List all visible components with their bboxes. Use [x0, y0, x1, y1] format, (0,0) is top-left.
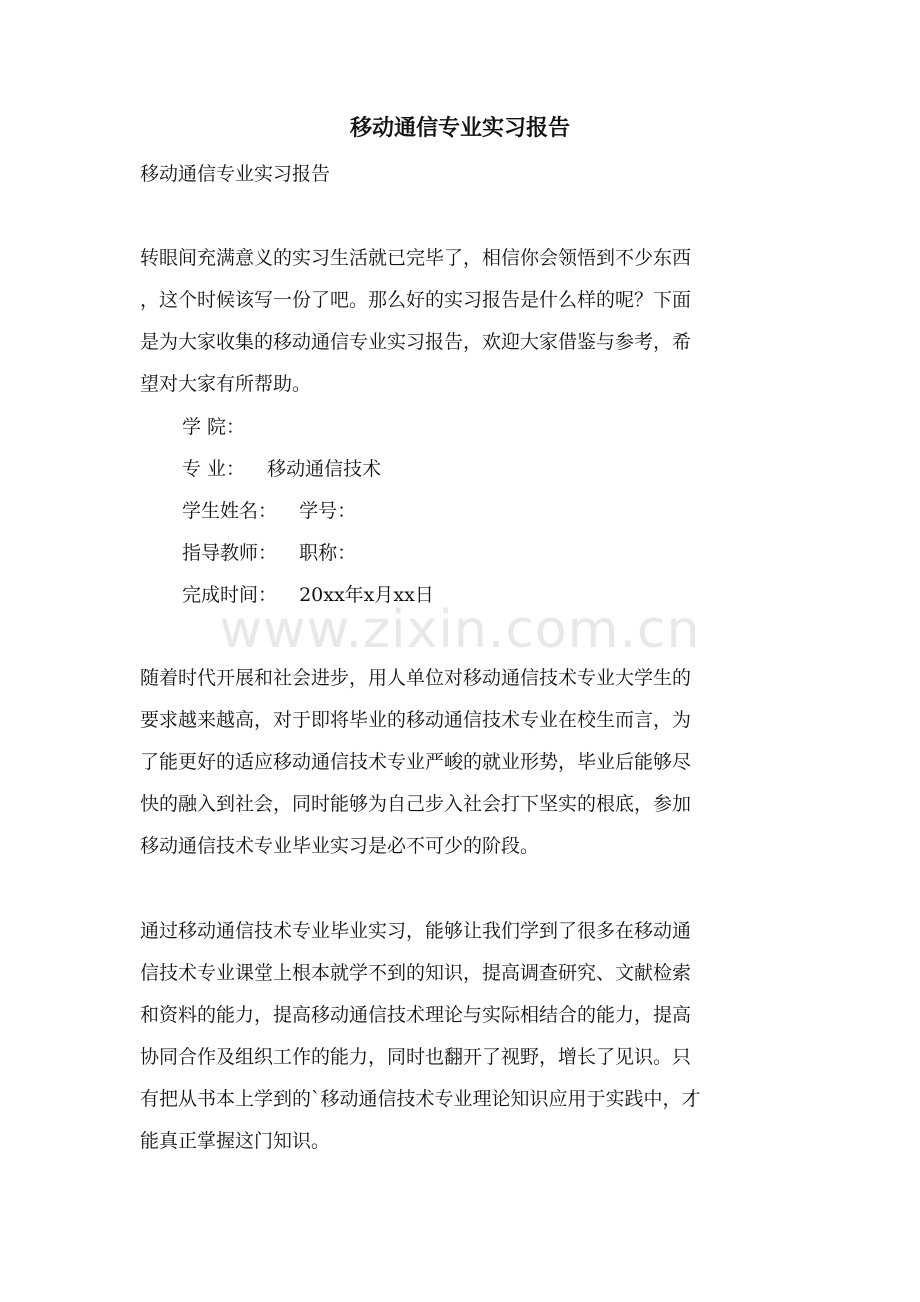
paragraph-line: 信技术专业课堂上根本就学不到的知识，提高调查研究、文献检索	[140, 962, 692, 984]
paragraph-line: 要求越来越高，对于即将毕业的移动通信技术专业在校生而言，为	[140, 709, 692, 731]
paragraph-line: 是为大家收集的移动通信专业实习报告，欢迎大家借鉴与参考，希	[140, 331, 692, 353]
college-label: 学 院：	[182, 416, 246, 438]
info-row-college	[182, 406, 434, 448]
intro-paragraph	[140, 237, 780, 405]
paragraph-line: 有把从书本上学到的`移动通信技术专业理论知识应用于实践中，才	[140, 1088, 701, 1110]
paragraph-line: 了能更好的适应移动通信技术专业严峻的就业形势，毕业后能够尽	[140, 751, 692, 773]
major-label: 专 业：	[182, 458, 246, 480]
document-title: 移动通信专业实习报告	[349, 115, 570, 141]
paragraph-line: 通过移动通信技术专业毕业实习，能够让我们学到了很多在移动通	[140, 920, 692, 942]
paragraph-line: ，这个时候该写一份了吧。那么好的实习报告是什么样的呢？下面	[140, 289, 692, 311]
info-row-major	[182, 448, 434, 490]
body-paragraph-3	[140, 910, 780, 1162]
student-id-label: 学号：	[299, 500, 357, 522]
document-subtitle: 移动通信专业实习报告	[140, 163, 331, 185]
major-value: 移动通信技术	[267, 458, 382, 480]
advisor-label: 指导教师：	[182, 542, 278, 564]
paragraph-line: 随着时代开展和社会进步，用人单位对移动通信技术专业大学生的	[140, 667, 692, 689]
paragraph-line: 转眼间充满意义的实习生活就已完毕了，相信你会领悟到不少东西	[140, 247, 692, 269]
watermark: www.zixin.com.cn	[219, 600, 701, 660]
info-row-student	[182, 490, 434, 532]
paragraph-line: 快的融入到社会，同时能够为自己步入社会打下坚实的根底，参加	[140, 793, 692, 815]
student-name-label: 学生姓名：	[182, 500, 278, 522]
report-info-block	[182, 406, 434, 616]
paragraph-line: 移动通信技术专业毕业实习是必不可少的阶段。	[140, 835, 540, 857]
paragraph-line: 和资料的能力，提高移动通信技术理论与实际相结合的能力，提高	[140, 1004, 692, 1026]
info-row-advisor	[182, 532, 434, 574]
completion-date-label: 完成时间：	[182, 584, 278, 606]
body-paragraph-2	[140, 657, 780, 867]
paragraph-line: 能真正掌握这门知识。	[140, 1130, 331, 1152]
paragraph-line: 协同合作及组织工作的能力，同时也翻开了视野，增长了见识。只	[140, 1046, 692, 1068]
completion-date-value: 20xx年x月xx日	[299, 584, 434, 606]
advisor-title-label: 职称：	[299, 542, 357, 564]
paragraph-line: 望对大家有所帮助。	[140, 373, 312, 395]
info-row-date	[182, 574, 434, 616]
